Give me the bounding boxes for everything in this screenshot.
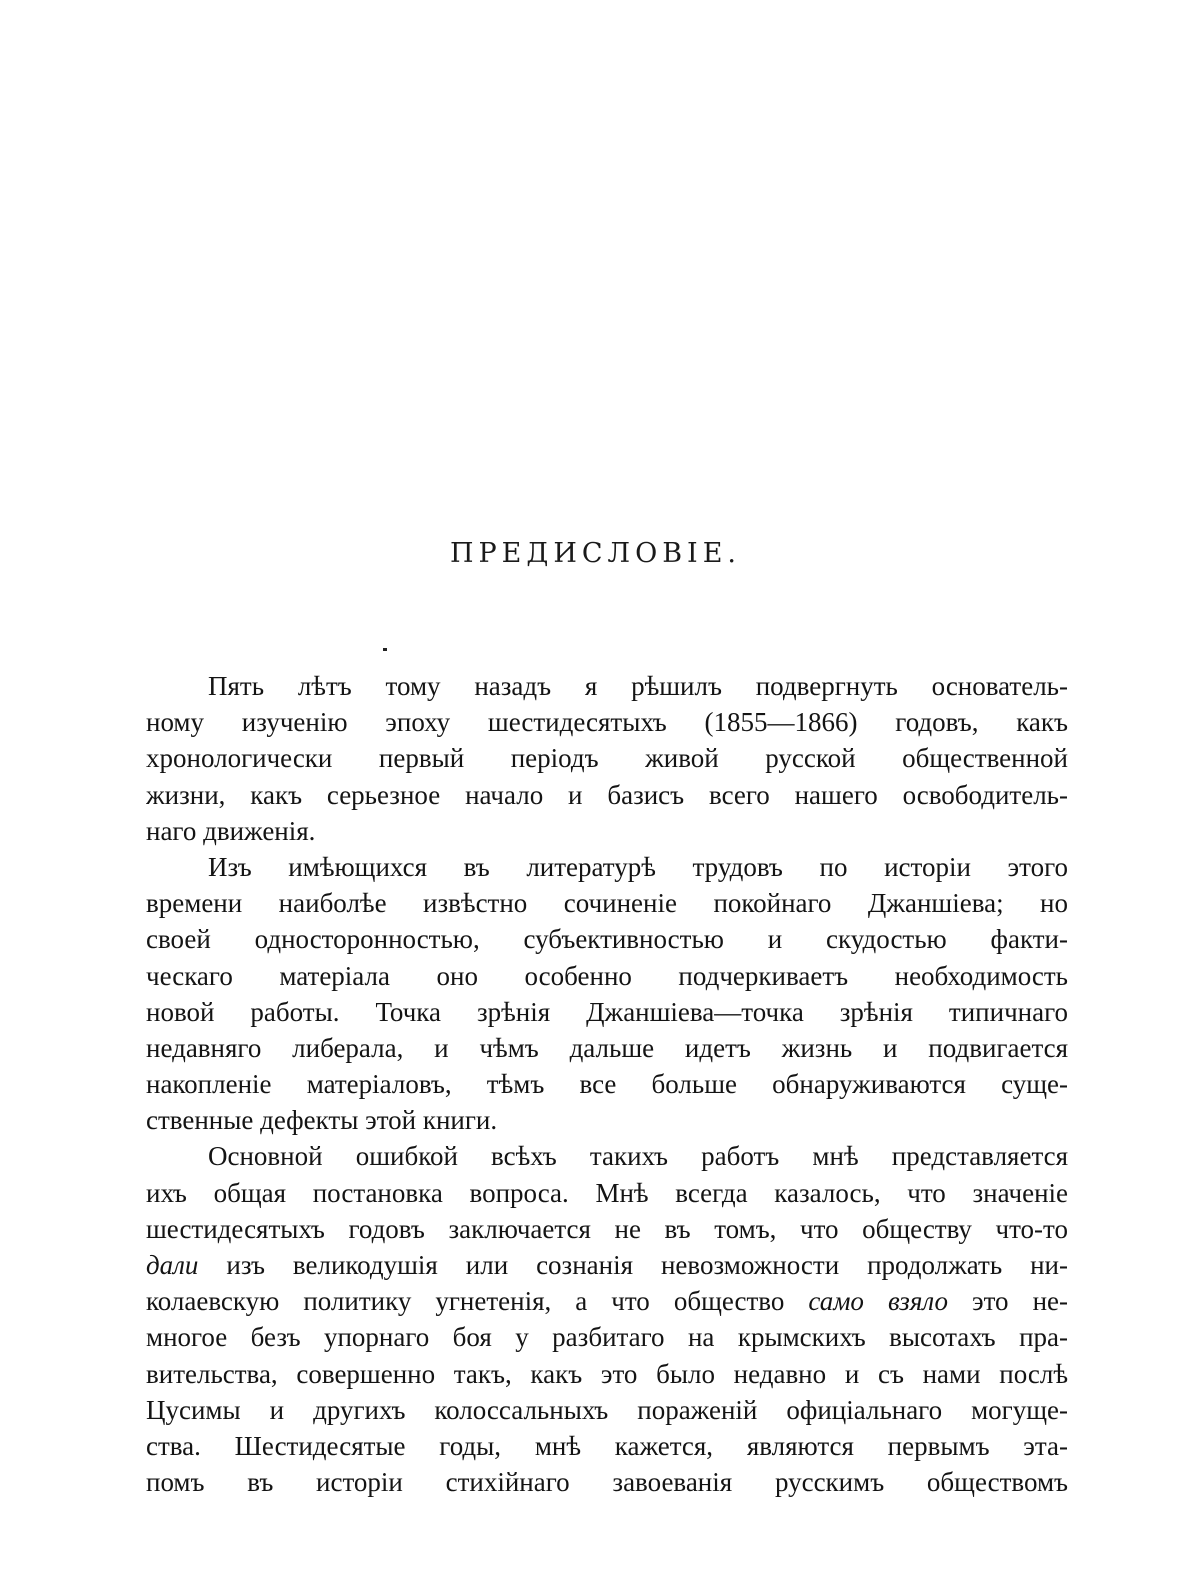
text-line: ческаго матеріала оно особенно подчеркиваетъ необходимость — [146, 960, 1068, 991]
text-line-with-emphasis — [146, 1283, 1068, 1319]
text-line: вительства, совершенно такъ, какъ это было недавно и съ нами послѣ — [146, 1358, 1068, 1389]
text-line: помъ въ исторіи стихійнаго завоеванія русскимъ обществомъ — [146, 1467, 1068, 1498]
text-line: времени наиболѣе извѣстно сочиненіе покойнаго Джаншіева; но — [146, 888, 1068, 919]
text-line: Цусимы и другихъ колоссальныхъ пораженій офиціальнаго могуще- — [146, 1394, 1068, 1425]
body-text — [146, 668, 1068, 1500]
text-line: ственные дефекты этой книги. — [146, 1105, 498, 1136]
text-line-with-emphasis — [146, 1247, 1068, 1283]
text-line: накопленіе матеріаловъ, тѣмъ все больше обнаруживаются суще- — [146, 1069, 1068, 1100]
text-line: Основной ошибкой всѣхъ такихъ работъ мнѣ представляется — [208, 1141, 1068, 1172]
text-line: Пять лѣтъ тому назадъ я рѣшилъ подвергнуть основатель- — [208, 671, 1068, 701]
text-line: наго движенія. — [146, 815, 316, 846]
text-fragment: изъ великодушія или сознанія невозможности продолжать ни- — [198, 1250, 1068, 1280]
text-line: шестидесятыхъ годовъ заключается не въ томъ, что обществу что-то — [146, 1213, 1068, 1244]
text-fragment: колаевскую политику угнетенія, а что общество — [146, 1286, 785, 1317]
text-line: ихъ общая постановка вопроса. Мнѣ всегда казалось, что значеніе — [146, 1177, 1068, 1208]
page-title: ПРЕДИСЛОВІЕ. — [449, 538, 742, 569]
text-fragment: это не- — [948, 1286, 1068, 1317]
text-line: ства. Шестидесятые годы, мнѣ кажется, являются первымъ эта- — [146, 1430, 1068, 1461]
text-line: Изъ имѣющихся въ литературѣ трудовъ по исторіи этого — [208, 851, 1068, 882]
text-line: жизни, какъ серьезное начало и базисъ всего нашего освободитель- — [146, 779, 1068, 810]
print-speck — [383, 648, 387, 651]
emphasis-samo-vzyalo: само взяло — [808, 1286, 948, 1317]
emphasis-dali: дали — [146, 1250, 199, 1280]
text-line: новой работы. Точка зрѣнія Джаншіева—точка зрѣнія типичнаго — [146, 996, 1068, 1027]
text-line: хронологически первый періодъ живой русской общественной — [146, 743, 1068, 774]
text-line: недавняго либерала, и чѣмъ дальше идетъ жизнь и подвигается — [146, 1032, 1068, 1063]
text-line: многое безъ упорнаго боя у разбитаго на крымскихъ высотахъ пра- — [146, 1322, 1068, 1353]
text-line: своей односторонностью, субъективностью и скудостью факти- — [146, 924, 1068, 955]
text-line: ному изученію эпоху шестидесятыхъ (1855—1866) годовъ, какъ — [146, 707, 1068, 738]
